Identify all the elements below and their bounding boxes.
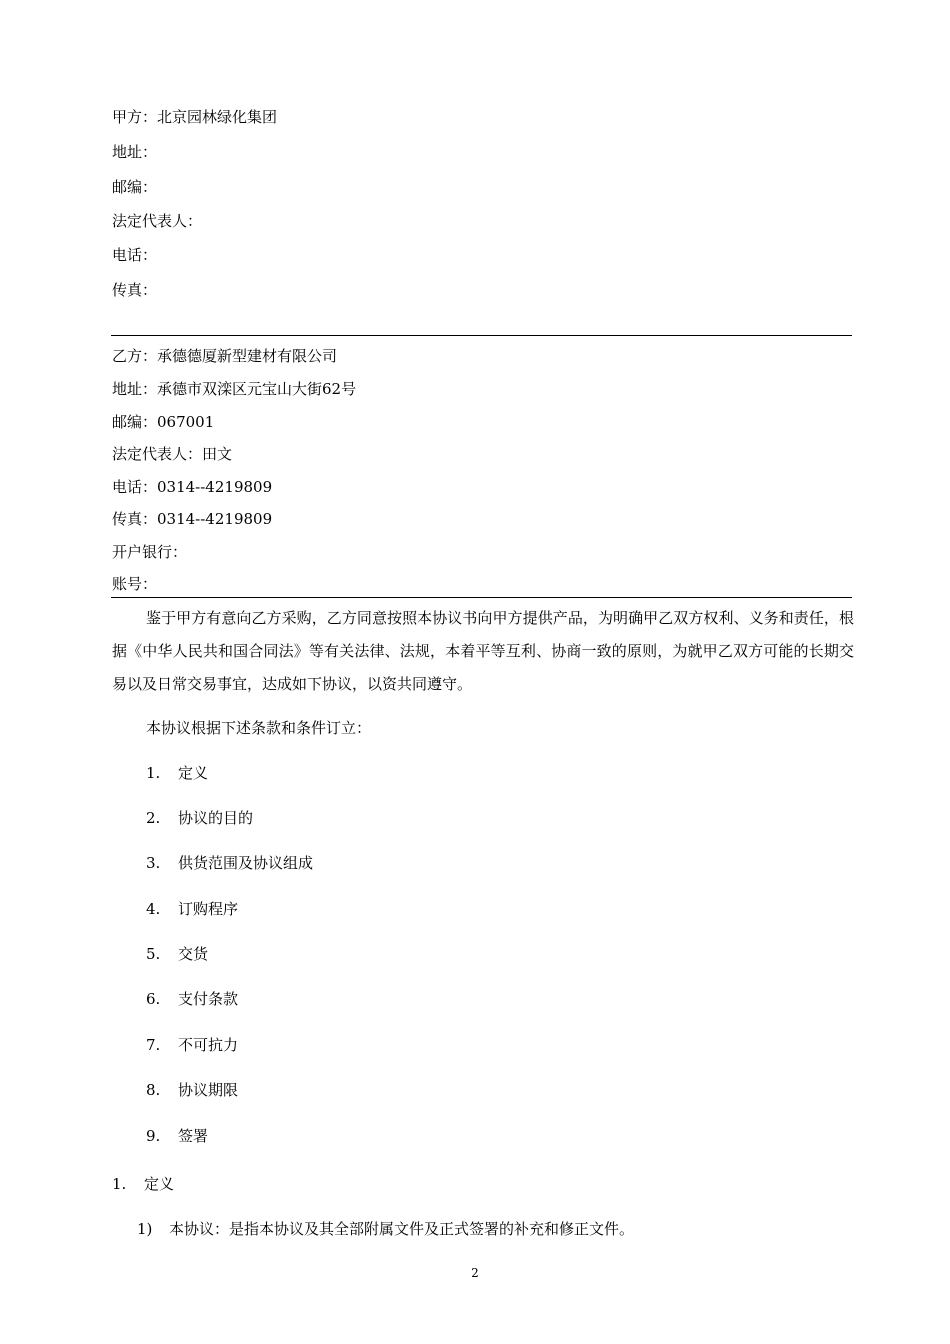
item-text: 本协议：是指本协议及其全部附属文件及正式签署的补充和修正文件。 (169, 1220, 635, 1238)
toc-label: 订购程序 (178, 900, 239, 918)
party-a-fax: 传真： (112, 281, 158, 299)
party-b-phone: 电话：0314--4219809 (112, 478, 273, 496)
toc-number: 4. (146, 900, 161, 918)
party-b-bank: 开户银行： (112, 543, 188, 561)
toc-item-ordering (146, 899, 238, 919)
party-b-legal-rep: 法定代表人：田文 (112, 445, 233, 463)
toc-item-delivery (146, 944, 208, 964)
toc-label: 签署 (178, 1127, 209, 1145)
toc-number: 9. (146, 1127, 161, 1145)
toc-number: 5. (146, 945, 161, 963)
party-b-account: 账号： (112, 575, 158, 593)
party-a-legal-rep: 法定代表人： (112, 212, 203, 230)
page-number: 2 (471, 1266, 479, 1280)
toc-item-purpose (146, 808, 253, 828)
toc-number: 2. (146, 809, 161, 827)
toc-label: 支付条款 (178, 990, 239, 1008)
divider-top (111, 335, 852, 336)
toc-item-force-majeure (146, 1035, 238, 1055)
party-b-postcode: 邮编：067001 (112, 413, 215, 431)
item-number: 1) (137, 1220, 153, 1238)
party-a-address: 地址： (112, 143, 158, 161)
toc-number: 1. (146, 764, 161, 782)
intro-line: 本协议根据下述条款和条件订立： (146, 719, 372, 737)
toc-item-scope (146, 853, 313, 873)
toc-number: 7. (146, 1036, 161, 1054)
section-item (137, 1219, 634, 1239)
toc-item-term (146, 1080, 238, 1100)
party-b-fax: 传真：0314--4219809 (112, 510, 273, 528)
toc-item-definitions (146, 763, 208, 783)
toc-label: 协议的目的 (178, 809, 254, 827)
party-a-postcode: 邮编： (112, 178, 158, 196)
toc-item-payment (146, 989, 238, 1009)
divider-bottom (111, 597, 852, 598)
toc-label: 协议期限 (178, 1081, 239, 1099)
toc-item-signing (146, 1126, 208, 1146)
toc-number: 8. (146, 1081, 161, 1099)
toc-number: 3. (146, 854, 161, 872)
section-number: 1. (112, 1175, 127, 1193)
toc-label: 定义 (178, 764, 209, 782)
toc-label: 不可抗力 (178, 1036, 239, 1054)
section-heading (112, 1174, 174, 1194)
toc-label: 交货 (178, 945, 209, 963)
party-a-name: 甲方：北京园林绿化集团 (112, 108, 278, 126)
party-b-address: 地址：承德市双滦区元宝山大街62号 (112, 380, 357, 398)
toc-label: 供货范围及协议组成 (178, 854, 314, 872)
party-a-phone: 电话： (112, 246, 158, 264)
party-b-name: 乙方：承德德厦新型建材有限公司 (112, 347, 338, 365)
section-title: 定义 (144, 1175, 175, 1193)
preamble-paragraph: 鉴于甲方有意向乙方采购，乙方同意按照本协议书向甲方提供产品，为明确甲乙双方权利、义务和责任，根据《中华人民共和国合同法》等有关法律、法规，本着平等互利、协商一致的原则，为就甲乙双方可能的长期交易以及日常交易事宜，达成如下协议，以资共同遵守。 (112, 609, 854, 693)
toc-number: 6. (146, 990, 161, 1008)
